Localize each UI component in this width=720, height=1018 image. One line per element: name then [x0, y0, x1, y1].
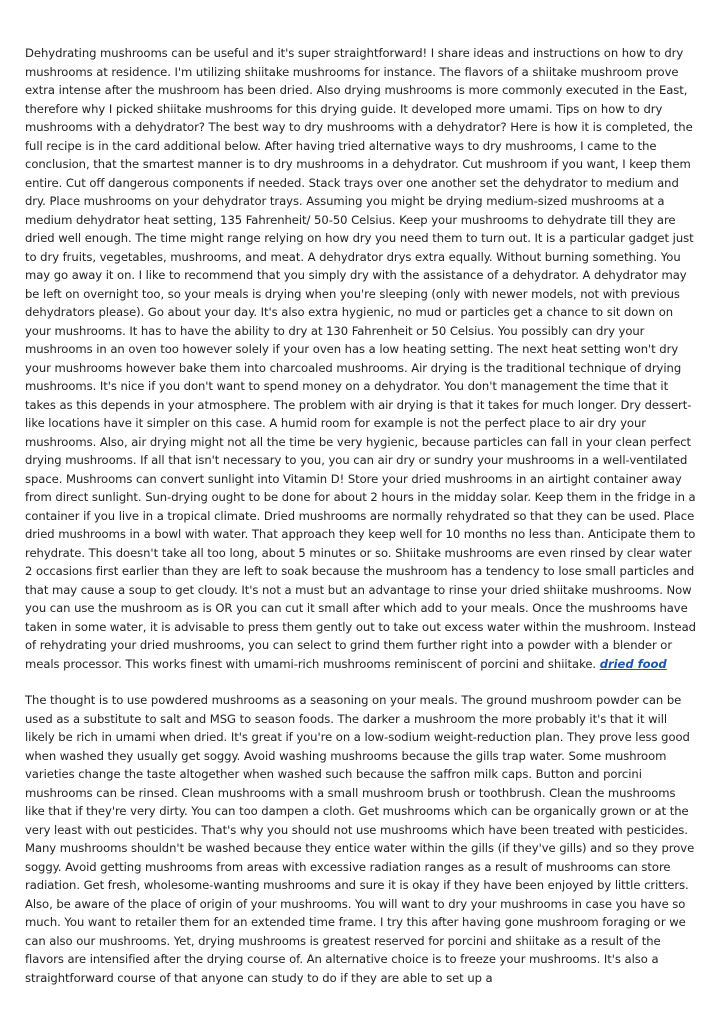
paragraph-1-text: Dehydrating mushrooms can be useful and it's super straightforward! I share ideas and instructions on how to dry mushrooms at residence. I'm utilizing shiitake mushrooms for instance. The flavors of a shiitake mushroom prove extra intense after the mushroom has been dried. Also drying mushrooms is more commonly executed in the East, therefore why I picked shiitake mushrooms for this drying guide. It developed more umami. Tips on how to dry mushrooms with a dehydrator? The best way to dry mushrooms with a dehydrator? Here is how it is completed, the full recipe is in the card additional below. After having tried alternative ways to dry mushrooms, I came to the conclusion, that the smartest manner is to dry mushrooms in a dehydrator. Cut mushroom if you want, I keep them entire. Cut off dangerous components if needed. Stack trays over one another set the dehydrator to medium and dry. Place mushrooms on your dehydrator trays. Assuming you might be drying medium-sized mushrooms at a medium dehydrator heat setting, 135 Fahrenheit/ 50-50 Celsius. Keep your mushrooms to dehydrate till they are dried well enough. The time might range relying on how dry you need them to turn out. It is a particular gadget just to dry fruits, vegetables, mushrooms, and meat. A dehydrator drys extra equally. Without burning something. You may go away it on. I like to recommend that you simply dry with the assistance of a dehydrator. A dehydrator may be left on overnight too, so your meals is drying when you're sleeping (only with newer models, not with previous dehydrators please). Go about your day. It's also extra hygienic, no mud or particles get a chance to sit down on your mushrooms. It has to have the ability to dry at 130 Fahrenheit or 50 Celsius. You possibly can dry your mushrooms in an oven too however solely if your oven has a low heating setting. The next heat setting won't dry your mushrooms however bake them into charcoaled mushrooms. Air drying is the traditional technique of drying mushrooms. It's nice if you don't want to spend money on a dehydrator. You don't management the time that it takes as this depends in your atmosphere. The problem with air drying is that it takes for much longer. Dry dessert-like locations have it simpler on this case. A humid room for example is not the perfect place to air dry your mushrooms. Also, air drying might not all the time be very hygienic, because particles can fall in your clean perfect drying mushrooms. If all that isn't necessary to you, you can air dry or sundry your mushrooms in a well-ventilated space. Mushrooms can convert sunlight into Vitamin D! Store your dried mushrooms in an airtight container away from direct sunlight. Sun-drying ought to be done for about 2 hours in the midday solar. Keep them in the fridge in a container if you live in a tropical climate. Dried mushrooms are normally rehydrated so that they can be used. Place dried mushrooms in a bowl with water. That approach they keep well for 10 months no less than. Anticipate them to rehydrate. This doesn't take all too long, about 5 minutes or so. Shiitake mushrooms are even rinsed by clear water 2 occasions first earlier than they are left to soak because the mushroom has a tendency to lose small particles and that may cause a soup to get cloudy. It's not a must but an advantage to rinse your dried shiitake mushrooms. Now you can use the mushroom as is OR you can cut it small after which add to your meals. Once the mushrooms have taken in some water, it is advisable to press them gently out to take out excess water within the mushroom. Instead of rehydrating your dried mushrooms, you can select to grind them further right into a powder with a blender or meals processor. This works finest with umami-rich mushrooms reminiscent of porcini and shiitake.: [25, 46, 696, 671]
article-paragraph-1: [25, 44, 698, 673]
paragraph-2-text: The thought is to use powdered mushrooms as a seasoning on your meals. The ground mushroom powder can be used as a substitute to salt and MSG to season foods. The darker a mushroom the more probably it's that it will likely be rich in umami when dried. It's great if you're on a low-sodium weight-reduction plan. They prove less good when washed they usually get soggy. Avoid washing mushrooms because the gills trap water. Some mushroom varieties change the taste altogether when washed such because the saffron milk caps. Button and porcini mushrooms can be rinsed. Clean mushrooms with a small mushroom brush or toothbrush. Clean the mushrooms like that if they're very dirty. You can too dampen a cloth. Get mushrooms which can be organically grown or at the very least with out pesticides. That's why you should not use mushrooms which have been treated with pesticides. Many mushrooms shouldn't be washed because they entice water within the gills (if they've gills) and so they prove soggy. Avoid getting mushrooms from areas with excessive radiation ranges as a result of mushrooms can store radiation. Get fresh, wholesome-wanting mushrooms and sure it is okay if they have been enjoyed by little critters. Also, be aware of the place of origin of your mushrooms. You will want to dry your mushrooms in case you have so much. You want to retailer them for an extended time frame. I try this after having gone mushroom foraging or we can also our mushrooms. Yet, drying mushrooms is greatest reserved for porcini and shiitake as a result of the flavors are intensified after the drying course of. An alternative choice is to freeze your mushrooms. It's also a straightforward course of that anyone can study to do if they are able to set up a: [25, 693, 695, 985]
article-paragraph-2: [25, 691, 698, 987]
dried-food-link[interactable]: dried food: [599, 656, 667, 671]
